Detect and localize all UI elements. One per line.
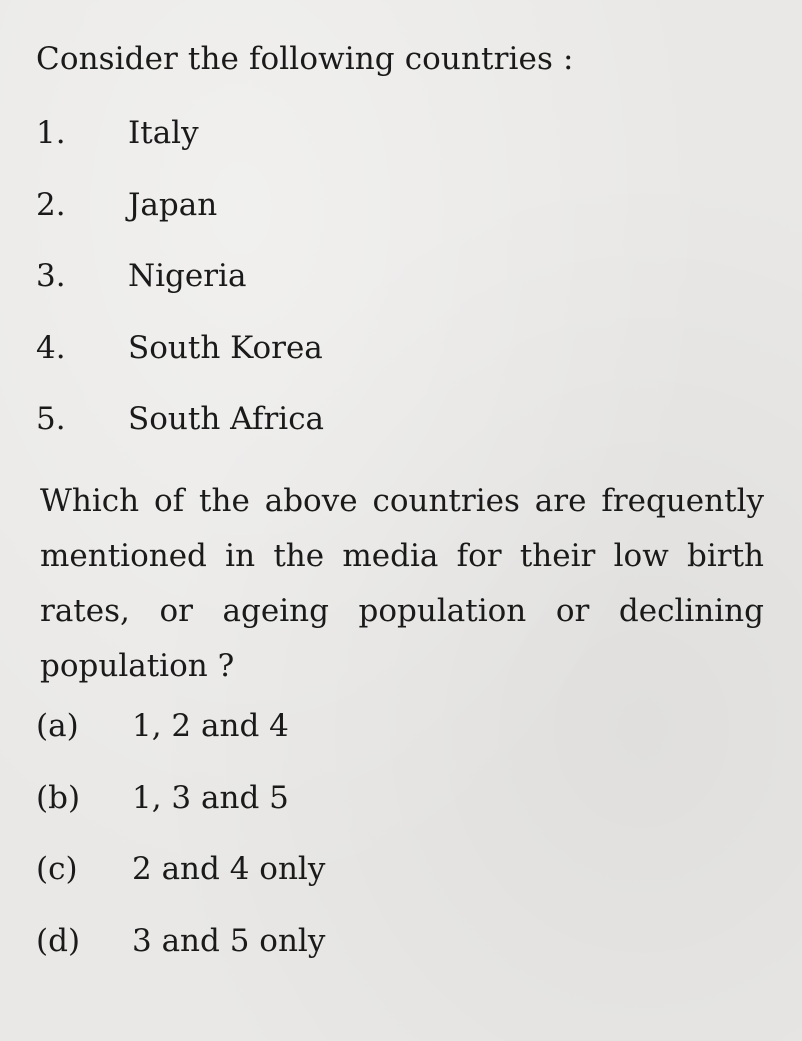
question-prompt	[40, 474, 764, 694]
item-country: Italy	[128, 115, 199, 151]
prompt-line: rates, or ageing population or declining	[40, 593, 764, 629]
option-text: 2 and 4 only	[132, 851, 326, 887]
item-number: 3.	[36, 258, 66, 294]
question-intro: Consider the following countries :	[36, 41, 574, 77]
option-label: (a)	[36, 708, 79, 744]
item-number: 2.	[36, 187, 66, 223]
option-label: (b)	[36, 780, 81, 816]
prompt-line: Which of the above countries are frequently	[40, 483, 764, 519]
prompt-line: mentioned in the media for their low birth	[40, 538, 764, 574]
option-text: 1, 2 and 4	[132, 708, 289, 744]
option-label: (d)	[36, 923, 81, 959]
item-number: 1.	[36, 115, 66, 151]
item-country: South Africa	[128, 401, 325, 437]
item-country: Nigeria	[128, 258, 247, 294]
option-text: 3 and 5 only	[132, 923, 326, 959]
option-label: (c)	[36, 851, 78, 887]
item-country: Japan	[128, 187, 218, 223]
item-number: 5.	[36, 401, 66, 437]
option-text: 1, 3 and 5	[132, 780, 289, 816]
item-number: 4.	[36, 330, 66, 366]
prompt-line: population ?	[40, 648, 235, 684]
item-country: South Korea	[128, 330, 323, 366]
